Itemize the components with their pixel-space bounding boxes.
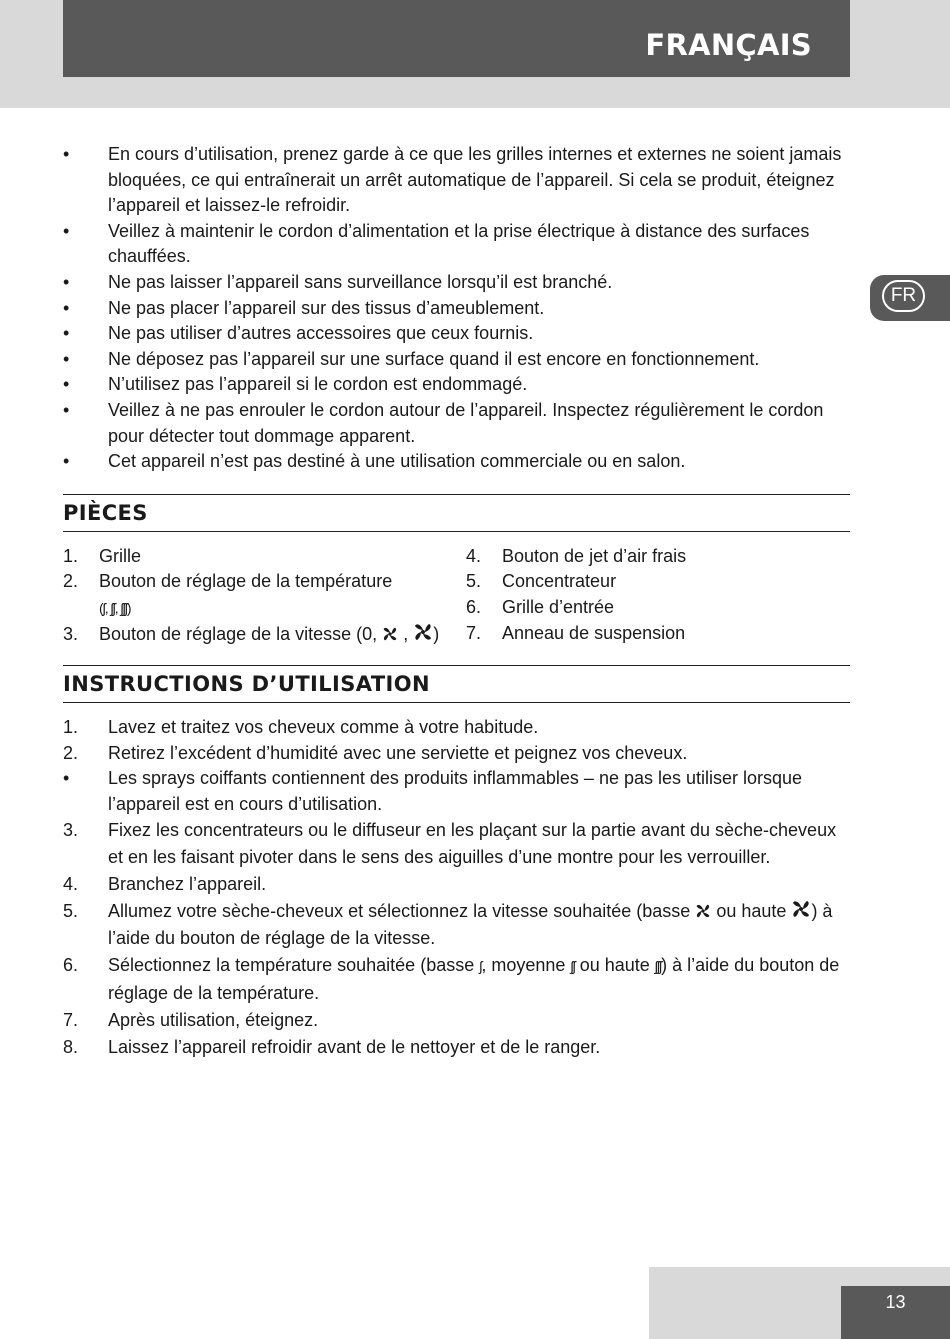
item-number: 2. [63, 742, 79, 763]
list-item-text: , moyenne [481, 955, 566, 976]
item-number: 7. [466, 622, 482, 643]
list-item [63, 741, 850, 767]
item-number: 1. [63, 545, 79, 566]
heat-symbols: (ʃ, ʃʃ, ʃʃʃ) [99, 599, 131, 616]
safety-list [63, 142, 850, 475]
page-title: FRANÇAIS [645, 28, 812, 62]
bullet-marker: • [63, 374, 70, 395]
fan-low-icon [695, 903, 711, 919]
list-item [63, 142, 850, 219]
list-item-text: Anneau de suspension [502, 622, 686, 643]
list-item-text: Lavez et traitez vos cheveux comme à votre habitude. [108, 717, 539, 738]
item-number: 3. [63, 820, 79, 841]
list-item-text: N’utilisez pas l’appareil si le cordon est endommagé. [108, 374, 528, 395]
item-number: 6. [63, 955, 79, 976]
list-item-text: Veillez à maintenir le cordon d’alimentation et la prise électrique à distance des surfaces chauffées. [108, 220, 810, 267]
item-number: 8. [63, 1037, 79, 1058]
list-item-text: ) à l’aide du bouton de réglage de la vitesse. [108, 901, 833, 949]
closing-paren: ) [433, 623, 440, 644]
instructions-section [63, 665, 850, 1061]
bullet-marker: • [63, 144, 70, 164]
parts-section [63, 494, 850, 647]
item-number: 3. [63, 623, 79, 644]
parts-column-left [63, 544, 466, 647]
list-item-text: En cours d’utilisation, prenez garde à ce que les grilles internes et externes ne soient jamais bloquées, ce qui entraînerait un arrêt automatique de l’appareil. Si cela se produit, éteignez l’appareil et laissez-le refroidir. [108, 144, 842, 216]
header-title-bar [63, 0, 850, 77]
heat-high-icon: ʃʃʃ [654, 958, 662, 975]
language-tab [870, 275, 950, 321]
list-item [63, 871, 850, 898]
fan-high-icon [791, 899, 811, 919]
list-item [466, 569, 850, 595]
list-item-text: Cet appareil n’est pas destiné à une utilisation commerciale ou en salon. [108, 451, 686, 472]
bullet-marker: • [63, 297, 70, 318]
list-item [63, 766, 850, 817]
list-item-text: Ne pas placer l’appareil sur des tissus d’ameublement. [108, 297, 545, 318]
list-item-text: Bouton de jet d’air frais [502, 545, 687, 566]
list-item [63, 270, 850, 296]
list-item-text: Branchez l’appareil. [108, 874, 267, 895]
bullet-marker: • [63, 451, 70, 472]
bullet-marker: • [63, 768, 70, 789]
list-item [466, 621, 850, 647]
page-number-box [841, 1286, 950, 1339]
list-item [63, 622, 466, 648]
list-item-text: Les sprays coiffants contiennent des produits inflammables – ne pas les utiliser lorsque l’appareil est en cours d’utilisation. [108, 768, 803, 814]
item-number: 4. [63, 874, 79, 895]
list-item [63, 449, 850, 475]
list-item-text: Allumez votre sèche-cheveux et sélectionnez la vitesse souhaitée (basse [108, 901, 691, 922]
list-item [63, 321, 850, 347]
list-item-text: Grille [99, 545, 142, 566]
list-item-text: ou haute [579, 955, 650, 976]
list-item-text: Concentrateur [502, 571, 617, 592]
item-number: 1. [63, 717, 79, 738]
list-item-text: ) à l’aide du bouton de réglage de la température. [108, 955, 840, 1004]
list-item-text: Ne pas laisser l’appareil sans surveillance lorsqu’il est branché. [108, 271, 613, 292]
item-number: 4. [466, 545, 482, 566]
bullet-marker: • [63, 220, 70, 241]
heat-medium-icon: ʃʃ [570, 958, 575, 975]
list-item-text: Veillez à ne pas enrouler le cordon autour de l’appareil. Inspectez régulièrement le cordon pour détecter tout dommage apparent. [108, 399, 824, 446]
list-item-text: Fixez les concentrateurs ou le diffuseur en les plaçant sur la partie avant du sèche-cheveux et en les faisant pivoter dans le sens des aiguilles d’une montre pour les verrouiller. [108, 820, 837, 868]
list-item-text: Bouton de réglage de la température [99, 571, 393, 592]
list-item-text: ou haute [716, 901, 787, 922]
list-item-text: Ne déposez pas l’appareil sur une surface quand il est encore en fonctionnement. [108, 348, 760, 369]
list-item [63, 398, 850, 449]
item-number: 6. [466, 596, 482, 617]
main-content [63, 142, 850, 1061]
list-item [63, 219, 850, 270]
bullet-marker: • [63, 271, 70, 292]
list-item [63, 1007, 850, 1034]
list-item [63, 296, 850, 322]
list-item [63, 1034, 850, 1061]
list-item [63, 952, 850, 1007]
list-item [63, 372, 850, 398]
list-item-text: Grille d’entrée [502, 596, 615, 617]
list-item [63, 347, 850, 373]
list-item [63, 715, 850, 741]
language-badge: FR [882, 280, 925, 312]
fan-low-icon [382, 626, 398, 642]
item-number: 5. [466, 571, 482, 592]
list-item-text: Retirez l’excédent d’humidité avec une serviette et peignez vos cheveux. [108, 742, 688, 763]
list-item [466, 544, 850, 570]
list-item [63, 817, 850, 871]
bullet-marker: • [63, 323, 70, 344]
list-item-text: Après utilisation, éteignez. [108, 1010, 319, 1031]
heat-low-icon: ʃ [479, 958, 482, 975]
list-item-text: Ne pas utiliser d’autres accessoires que ceux fournis. [108, 323, 534, 344]
list-item-text: Bouton de réglage de la vitesse (0, [99, 623, 378, 644]
bullet-marker: • [63, 399, 70, 420]
item-number: 7. [63, 1010, 79, 1031]
item-number: 2. [63, 571, 79, 592]
list-item-text: Laissez l’appareil refroidir avant de le nettoyer et de le ranger. [108, 1037, 601, 1058]
parts-list [63, 544, 850, 647]
list-item [466, 595, 850, 621]
item-number: 5. [63, 901, 79, 922]
parts-heading: PIÈCES [63, 495, 850, 532]
instructions-heading: INSTRUCTIONS D’UTILISATION [63, 666, 850, 703]
parts-column-right [466, 544, 850, 647]
list-item [63, 544, 466, 570]
list-item [63, 898, 850, 952]
page-number: 13 [885, 1292, 906, 1312]
instructions-list [63, 715, 850, 1061]
bullet-marker: • [63, 348, 70, 369]
fan-high-icon [413, 622, 433, 642]
separator: , [403, 623, 409, 644]
list-item [63, 569, 466, 621]
list-item-text: Sélectionnez la température souhaitée (basse [108, 955, 475, 976]
